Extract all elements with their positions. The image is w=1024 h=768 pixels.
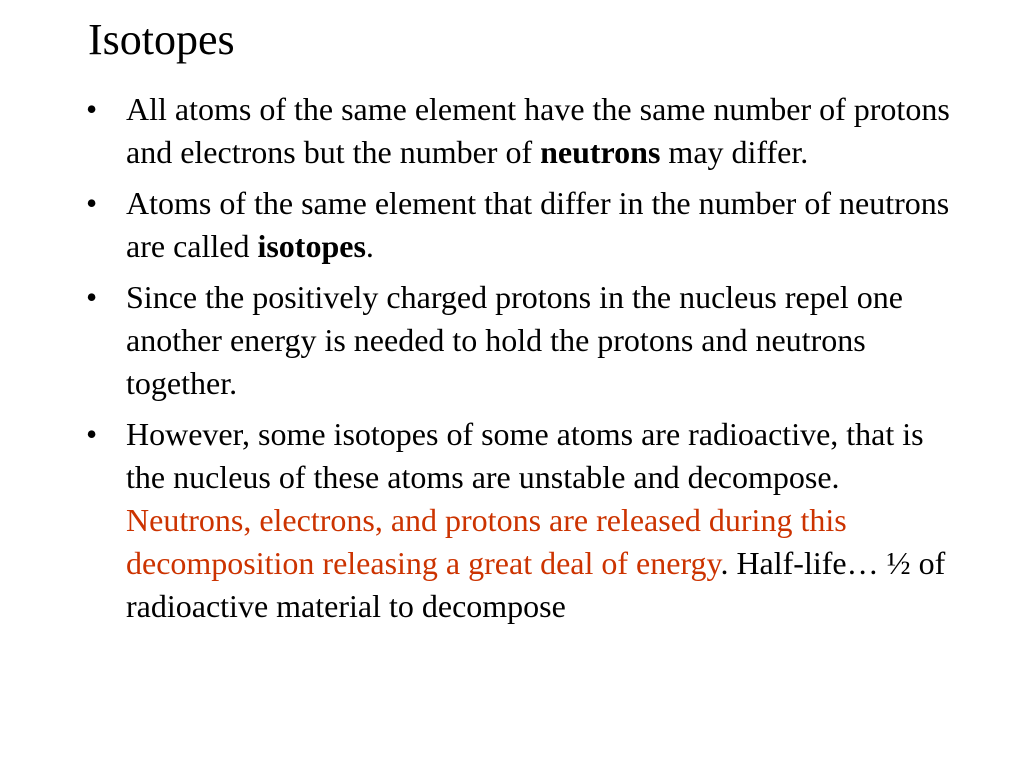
bullet-item-2 — [86, 182, 966, 268]
bullet-dot-icon: • — [86, 91, 98, 127]
bullet-bold-neutrons: neutrons — [540, 134, 661, 170]
bullet-text-2a: Atoms of the same element that differ in the number of neutrons are called — [126, 185, 950, 264]
bullet-item-3 — [86, 276, 966, 405]
bullet-text-4b: . Half-life… ½ of radioactive material to decompose — [126, 545, 946, 624]
bullet-dot-icon: • — [86, 416, 98, 452]
bullet-item-4 — [86, 413, 966, 628]
slide-title: Isotopes — [88, 15, 235, 64]
bullet-dot-icon: • — [86, 279, 98, 315]
bullet-text-4a: However, some isotopes of some atoms are radioactive, that is the nucleus of these atoms are unstable and decompose. — [126, 416, 924, 495]
bullet-highlight-text: Neutrons, electrons, and protons are released during this decomposition releasing a great deal of energy — [126, 502, 847, 581]
bullet-dot-icon: • — [86, 185, 98, 221]
bullet-text-3: Since the positively charged protons in the nucleus repel one another energy is needed to hold the protons and neutrons together. — [126, 279, 903, 401]
bullet-text-2b: . — [365, 228, 374, 264]
bullet-text-1b: may differ. — [660, 134, 809, 170]
bullet-list — [86, 88, 966, 636]
bullet-bold-isotopes: isotopes — [257, 228, 366, 264]
bullet-item-1 — [86, 88, 966, 174]
bullet-text-1a: All atoms of the same element have the same number of protons and electrons but the number of — [126, 91, 950, 170]
